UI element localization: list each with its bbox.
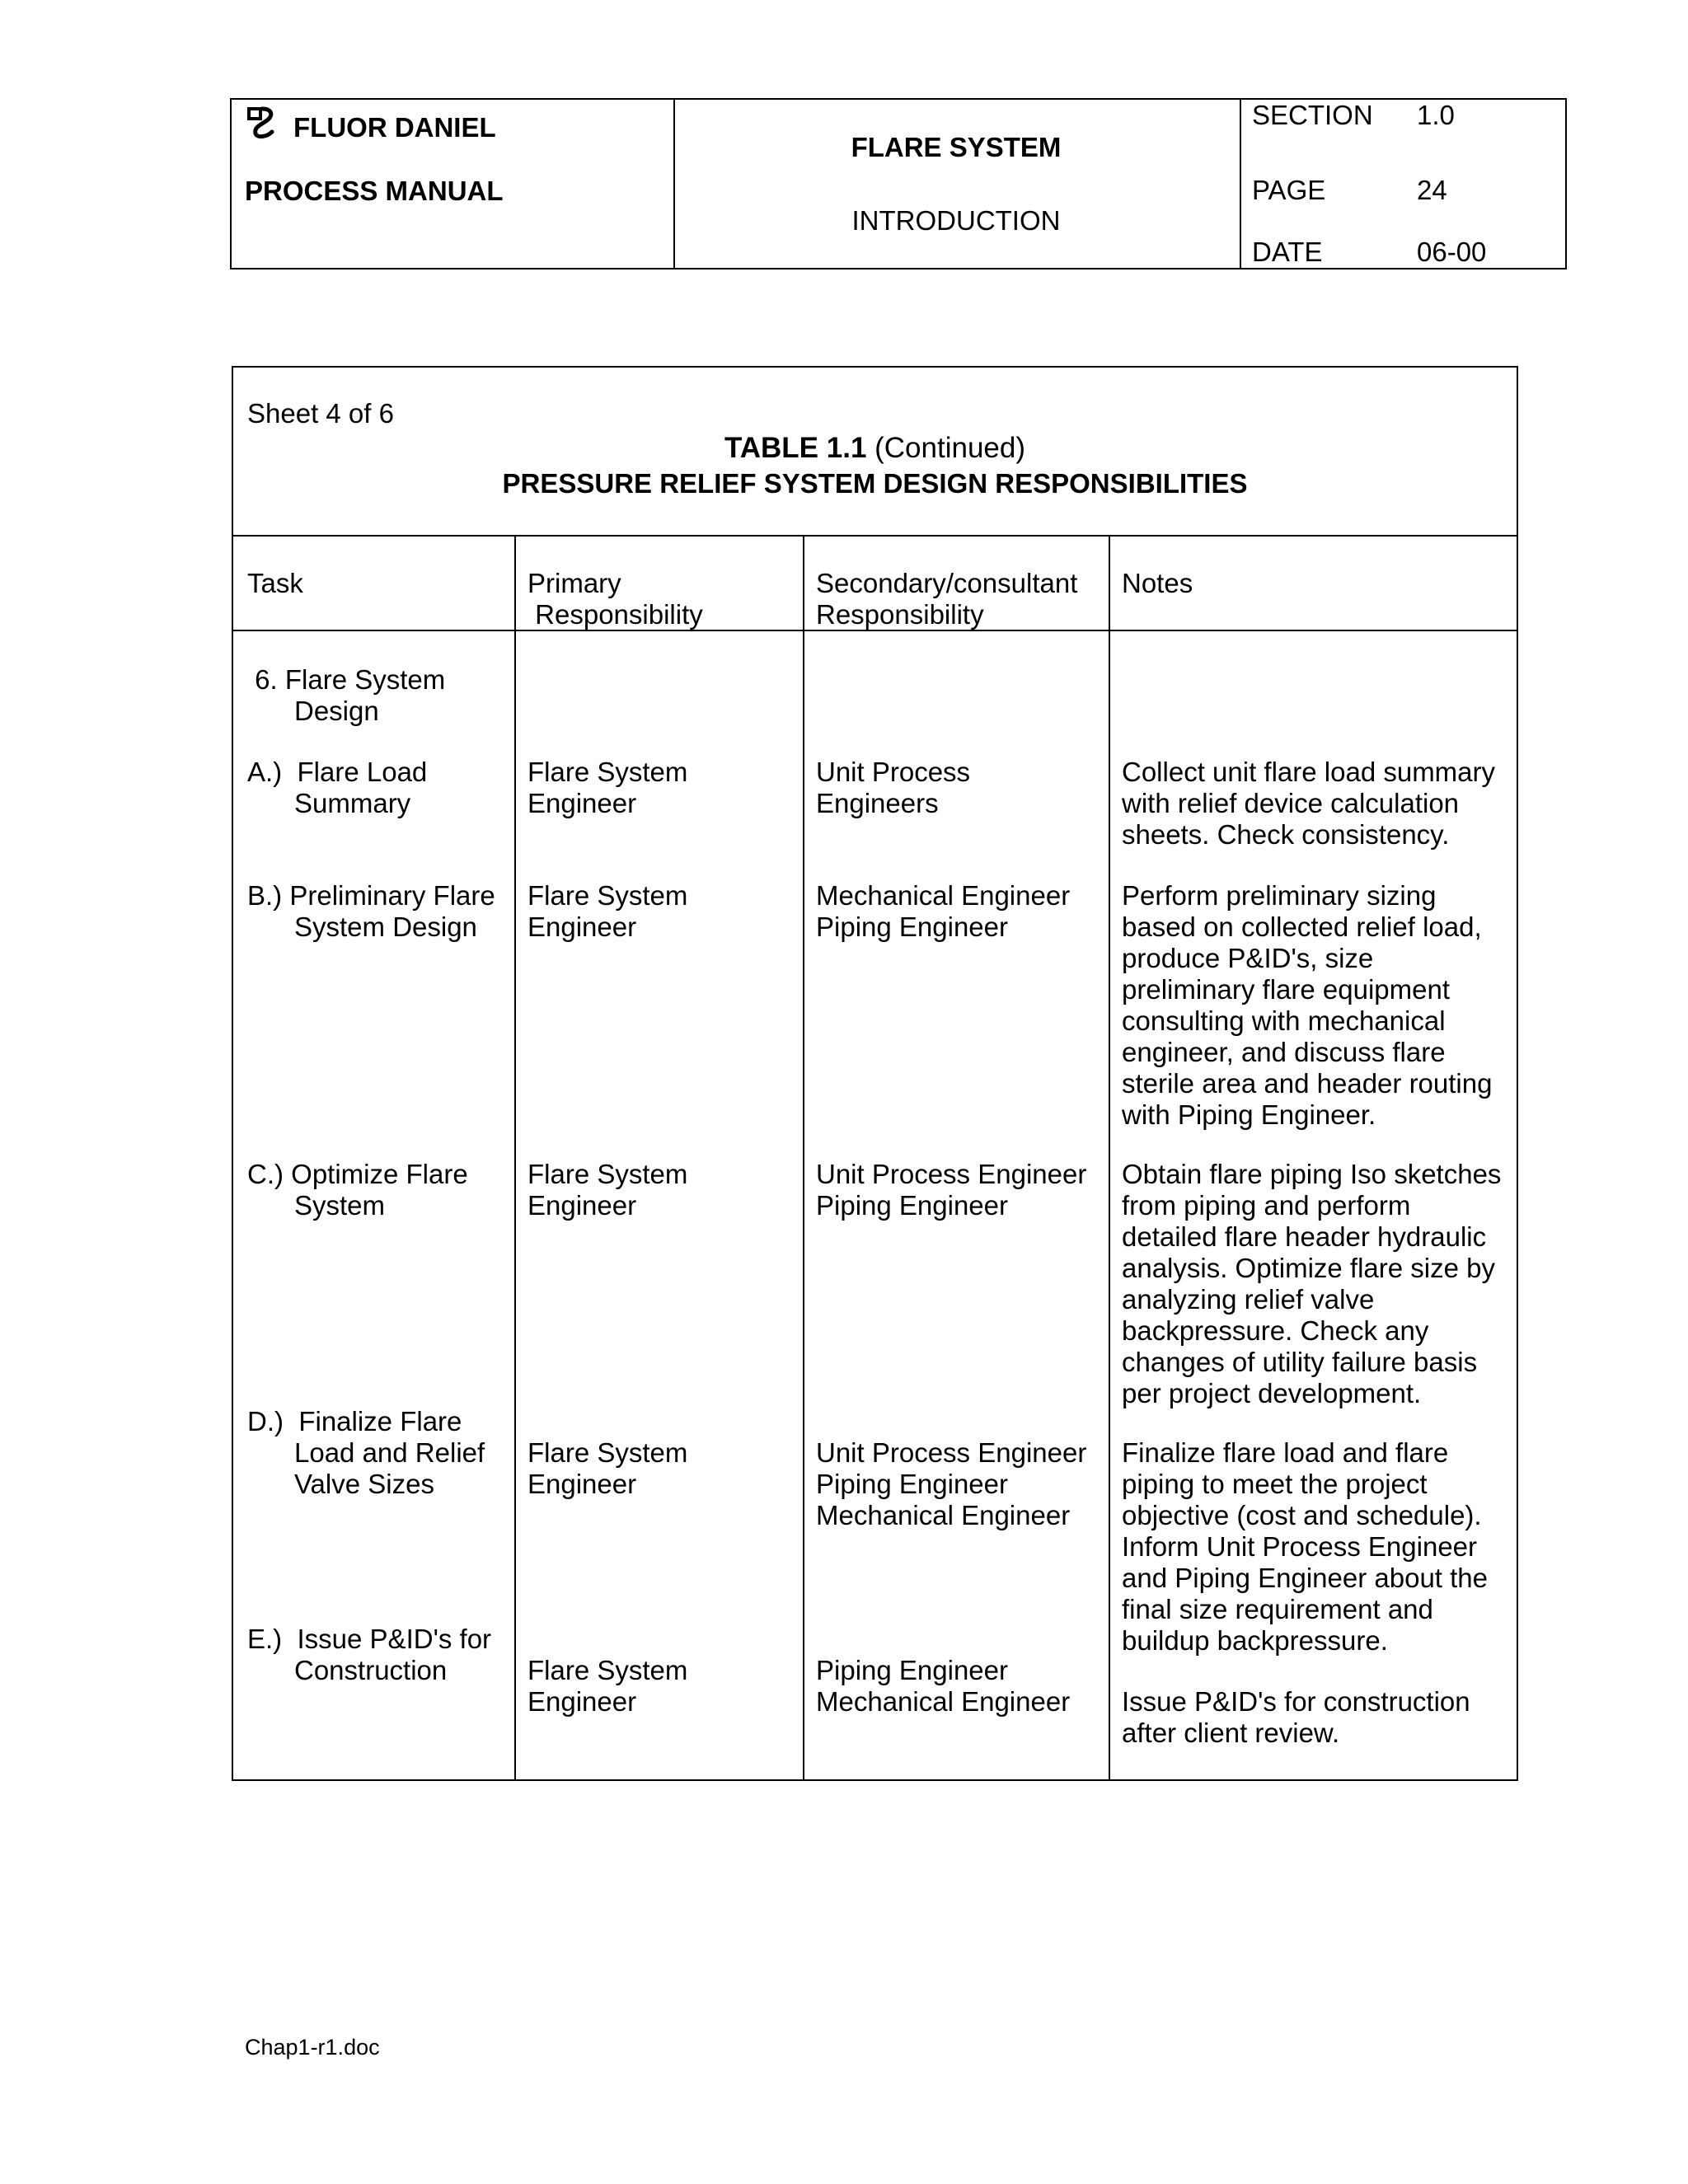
- row-a-secondary-line2: Engineers: [816, 788, 939, 818]
- row-a-primary-line1: Flare System: [528, 757, 688, 787]
- page-value: 24: [1417, 175, 1447, 205]
- row-e-secondary-line1: Piping Engineer: [816, 1655, 1008, 1685]
- row-b-primary-line1: Flare System: [528, 880, 688, 911]
- row-d-notes: [1122, 1437, 1488, 1657]
- header-divider-2: [1240, 100, 1241, 268]
- row-a-primary: [528, 757, 687, 819]
- row-a-notes-line1: Collect unit flare load summary: [1122, 757, 1496, 787]
- row-d-notes-line6: final size requirement and: [1122, 1594, 1433, 1624]
- row-d-task-line1: D.) Finalize Flare: [247, 1406, 462, 1436]
- row-d-notes-line1: Finalize flare load and flare: [1122, 1437, 1449, 1468]
- row-c-notes: [1122, 1159, 1501, 1409]
- row-c-task-line2: System: [294, 1190, 386, 1221]
- task-group-line1: 6. Flare System: [247, 664, 446, 695]
- row-c-notes-line1: Obtain flare piping Iso sketches: [1122, 1159, 1502, 1189]
- row-e-primary-line2: Engineer: [528, 1686, 637, 1717]
- row-c-task: [247, 1159, 468, 1221]
- row-d-primary-line1: Flare System: [528, 1437, 688, 1468]
- sheet-number: Sheet 4 of 6: [247, 398, 394, 429]
- section-label: SECTION: [1252, 100, 1373, 130]
- footer-filename: Chap1-r1.doc: [245, 2035, 380, 2060]
- row-a-task-line1: A.) Flare Load: [247, 757, 428, 787]
- row-c-secondary: [816, 1159, 1086, 1221]
- row-c-secondary-line2: Piping Engineer: [816, 1190, 1008, 1221]
- row-c-primary-line1: Flare System: [528, 1159, 688, 1189]
- row-a-notes-line2: with relief device calculation: [1122, 788, 1460, 818]
- row-d-notes-line3: objective (cost and schedule).: [1122, 1500, 1482, 1530]
- row-b-notes: [1122, 880, 1492, 1131]
- col-header-notes: Notes: [1122, 568, 1193, 598]
- table-title-suffix: (Continued): [866, 432, 1026, 464]
- col-header-task: Task: [247, 568, 303, 598]
- row-b-secondary: [816, 880, 1070, 943]
- row-b-primary-line2: Engineer: [528, 912, 637, 942]
- section-value: 1.0: [1417, 100, 1455, 130]
- row-e-primary: [528, 1655, 687, 1718]
- doc-title: FLARE SYSTEM: [851, 132, 1062, 162]
- table-title-number: TABLE 1.1: [724, 432, 867, 464]
- row-b-notes-line4: preliminary flare equipment: [1122, 974, 1451, 1005]
- row-a-task-line2: Summary: [294, 788, 411, 818]
- col-header-secondary: [816, 568, 1077, 630]
- row-c-notes-line6: backpressure. Check any: [1122, 1315, 1429, 1346]
- date-label: DATE: [1252, 237, 1323, 267]
- col-divider-1: [514, 535, 516, 1779]
- row-d-notes-line4: Inform Unit Process Engineer: [1122, 1531, 1478, 1562]
- row-d-primary: [528, 1437, 687, 1500]
- row-d-task-line3: Valve Sizes: [294, 1469, 434, 1499]
- col-header-primary-line2: Responsibility: [528, 599, 703, 630]
- row-d-task: [247, 1406, 485, 1500]
- row-a-secondary-line1: Unit Process: [816, 757, 971, 787]
- doc-subtitle: INTRODUCTION: [851, 205, 1061, 236]
- row-b-notes-line1: Perform preliminary sizing: [1122, 880, 1437, 911]
- row-c-notes-line8: per project development.: [1122, 1378, 1422, 1408]
- row-b-notes-line8: with Piping Engineer.: [1122, 1099, 1376, 1130]
- row-c-secondary-line1: Unit Process Engineer: [816, 1159, 1087, 1189]
- row-b-notes-line3: produce P&ID's, size: [1122, 943, 1374, 973]
- row-c-notes-line4: analysis. Optimize flare size by: [1122, 1253, 1495, 1283]
- row-b-task: [247, 880, 495, 943]
- row-a-notes-line3: sheets. Check consistency.: [1122, 819, 1450, 850]
- row-e-secondary-line2: Mechanical Engineer: [816, 1686, 1071, 1717]
- row-b-task-line1: B.) Preliminary Flare: [247, 880, 495, 911]
- row-e-notes: [1122, 1686, 1470, 1749]
- row-a-task: [247, 757, 427, 819]
- col-divider-3: [1109, 535, 1110, 1779]
- table-subtitle: PRESSURE RELIEF SYSTEM DESIGN RESPONSIBILITIES: [502, 468, 1248, 499]
- row-e-primary-line1: Flare System: [528, 1655, 688, 1685]
- row-d-primary-line2: Engineer: [528, 1469, 637, 1499]
- row-c-notes-line7: changes of utility failure basis: [1122, 1347, 1478, 1377]
- row-a-notes: [1122, 757, 1495, 851]
- row-b-secondary-line2: Piping Engineer: [816, 912, 1008, 942]
- row-b-primary: [528, 880, 687, 943]
- row-b-notes-line5: consulting with mechanical: [1122, 1005, 1446, 1036]
- row-e-task: [247, 1624, 491, 1686]
- row-d-secondary-line2: Piping Engineer: [816, 1469, 1008, 1499]
- col-header-primary: [528, 568, 703, 630]
- row-c-notes-line2: from piping and perform: [1122, 1190, 1411, 1221]
- row-c-task-line1: C.) Optimize Flare: [247, 1159, 468, 1189]
- row-e-task-line2: Construction: [294, 1655, 448, 1685]
- row-e-task-line1: E.) Issue P&ID's for: [247, 1624, 492, 1654]
- col-header-secondary-line2: Responsibility: [816, 599, 984, 630]
- row-a-primary-line2: Engineer: [528, 788, 637, 818]
- row-e-notes-line2: after client review.: [1122, 1718, 1340, 1748]
- col-divider-2: [803, 535, 804, 1779]
- table-title: [232, 432, 1518, 465]
- row-b-notes-line7: sterile area and header routing: [1122, 1068, 1493, 1099]
- header-divider-1: [673, 100, 675, 268]
- title-divider: [233, 535, 1517, 537]
- manual-name: PROCESS MANUAL: [245, 176, 504, 206]
- company-name: FLUOR DANIEL: [293, 112, 496, 143]
- row-c-primary-line2: Engineer: [528, 1190, 637, 1221]
- row-c-notes-line5: analyzing relief valve: [1122, 1284, 1375, 1315]
- row-d-secondary: [816, 1437, 1086, 1531]
- row-d-notes-line5: and Piping Engineer about the: [1122, 1563, 1489, 1593]
- fluor-logo-icon: [244, 104, 279, 140]
- row-b-task-line2: System Design: [294, 912, 477, 942]
- row-e-secondary: [816, 1655, 1070, 1718]
- row-a-secondary: [816, 757, 970, 819]
- row-c-notes-line3: detailed flare header hydraulic: [1122, 1221, 1487, 1252]
- task-group-line2: Design: [294, 696, 379, 726]
- task-group-heading: [247, 664, 445, 727]
- row-d-task-line2: Load and Relief: [294, 1437, 485, 1468]
- row-e-notes-line1: Issue P&ID's for construction: [1122, 1686, 1470, 1717]
- row-d-secondary-line3: Mechanical Engineer: [816, 1500, 1071, 1530]
- col-header-primary-line1: Primary: [528, 568, 621, 598]
- row-b-notes-line6: engineer, and discuss flare: [1122, 1037, 1446, 1067]
- col-header-secondary-line1: Secondary/consultant: [816, 568, 1078, 598]
- date-value: 06-00: [1417, 237, 1487, 267]
- page-label: PAGE: [1252, 175, 1326, 205]
- row-c-primary: [528, 1159, 687, 1221]
- row-b-notes-line2: based on collected relief load,: [1122, 912, 1482, 942]
- row-d-notes-line7: buildup backpressure.: [1122, 1625, 1388, 1656]
- row-d-notes-line2: piping to meet the project: [1122, 1469, 1428, 1499]
- row-d-secondary-line1: Unit Process Engineer: [816, 1437, 1087, 1468]
- row-b-secondary-line1: Mechanical Engineer: [816, 880, 1071, 911]
